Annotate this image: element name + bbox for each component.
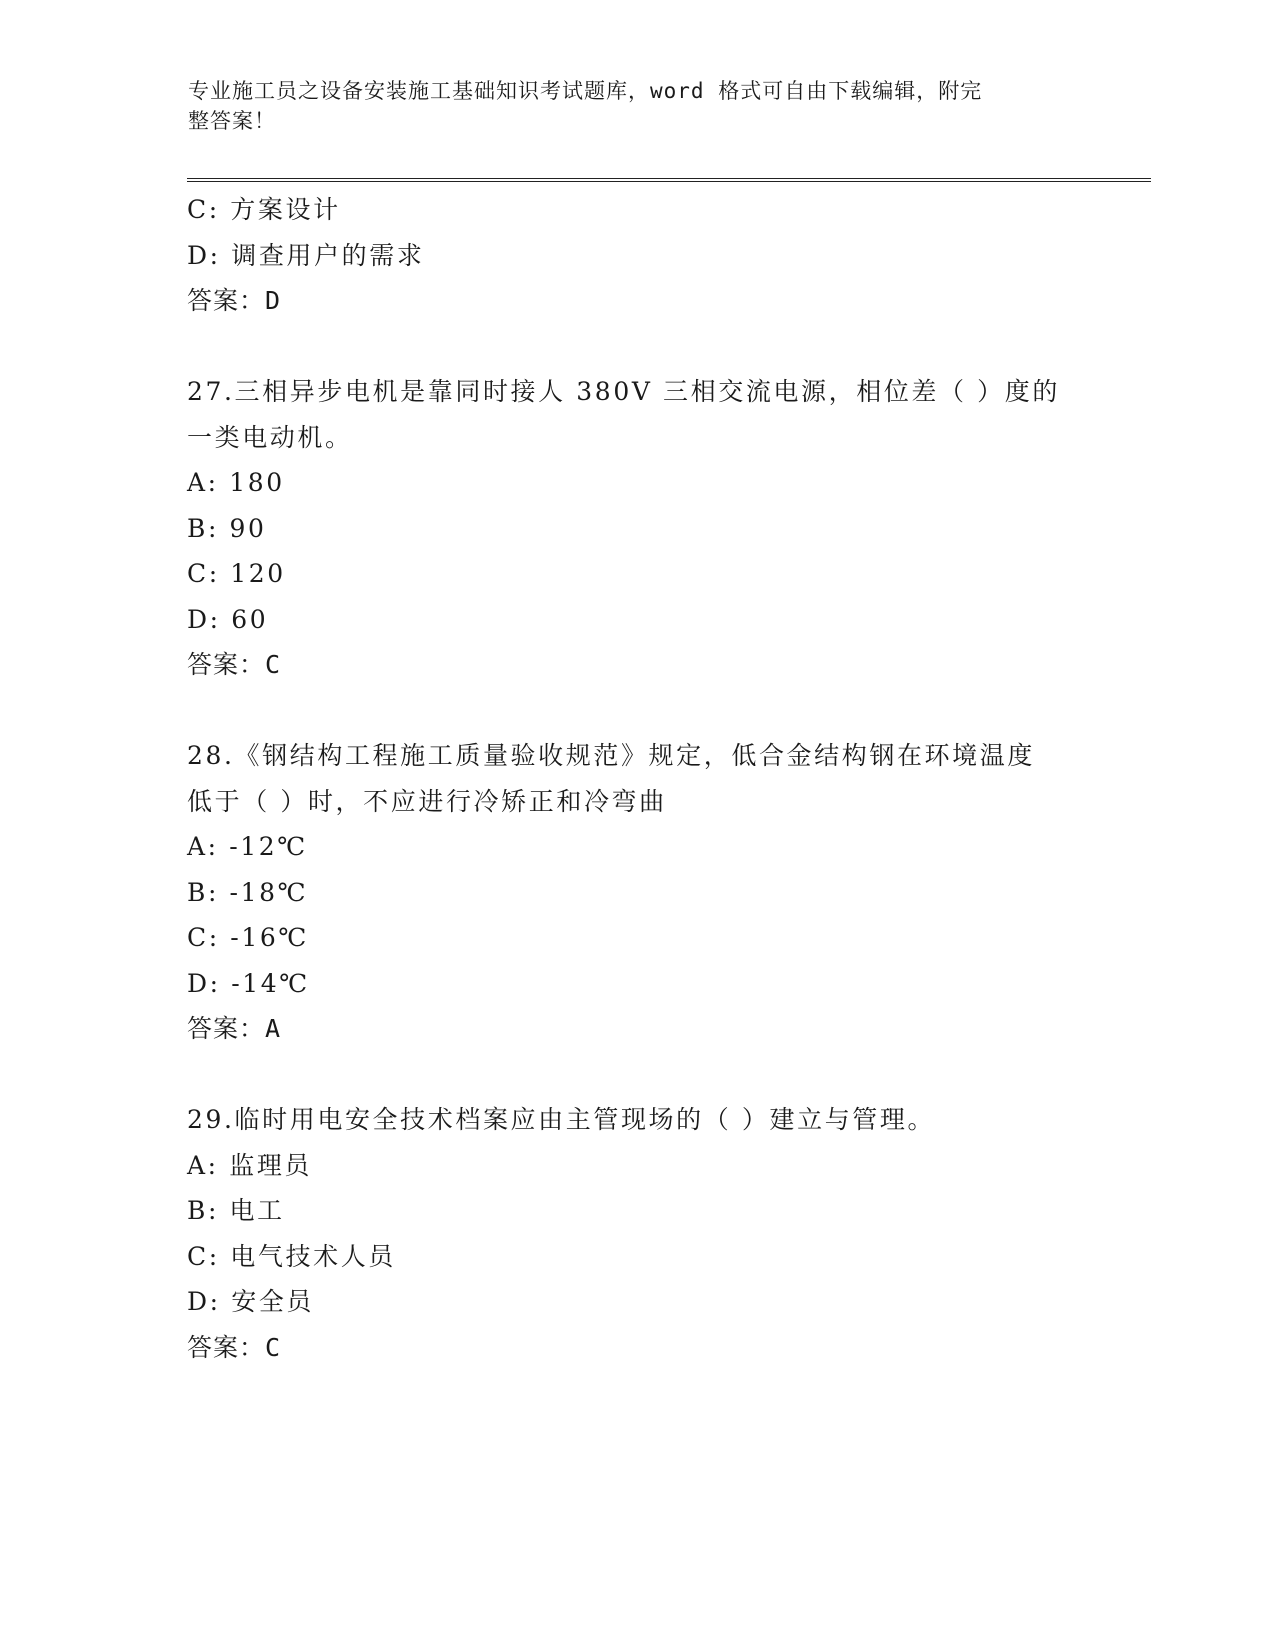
answer: 答案：A [187, 1014, 282, 1043]
option-b: B: 90 [187, 513, 267, 543]
answer: 答案：D [187, 286, 282, 315]
question-stem-continued: 低于（ ）时，不应进行冷矫正和冷弯曲 [187, 786, 667, 816]
option-c: C: 方案设计 [187, 195, 341, 224]
option-c: C: 120 [187, 559, 286, 588]
spacer [187, 1052, 1087, 1098]
page-header [188, 76, 1088, 136]
option-b: B: -18℃ [187, 877, 309, 907]
option-d: D: -14℃ [187, 968, 310, 998]
option-d: D: 调查用户的需求 [187, 240, 425, 270]
answer: 答案：C [187, 650, 282, 679]
header-line-2: 整答案！ [188, 109, 276, 133]
question-27 [187, 369, 1087, 688]
header-double-rule [187, 178, 1151, 182]
question-stem: 28.《钢结构工程施工质量验收规范》规定，低合金结构钢在环境温度 [187, 741, 1035, 770]
option-d: D: 安全员 [187, 1287, 315, 1316]
question-29 [187, 1097, 1087, 1370]
option-d: D: 60 [187, 604, 269, 634]
spacer [187, 688, 1087, 734]
option-a: A: 监理员 [187, 1150, 313, 1180]
question-stem: 27.三相异步电机是靠同时接人 380V 三相交流电源，相位差（ ）度的 [187, 377, 1060, 406]
question-26-tail [187, 187, 1087, 324]
option-c: C: -16℃ [187, 923, 309, 952]
spacer [187, 324, 1087, 370]
header-line-1: 专业施工员之设备安装施工基础知识考试题库，word 格式可自由下载编辑，附完 [188, 79, 983, 103]
answer: 答案：C [187, 1332, 282, 1362]
question-stem: 29.临时用电安全技术档案应由主管现场的（ ）建立与管理。 [187, 1105, 936, 1134]
question-content [187, 187, 1087, 1370]
option-b: B: 电工 [187, 1196, 285, 1225]
question-28 [187, 733, 1087, 1052]
question-stem-continued: 一类电动机。 [187, 422, 353, 452]
option-a: A: 180 [187, 468, 285, 497]
option-a: A: -12℃ [187, 832, 308, 861]
option-c: C: 电气技术人员 [187, 1241, 396, 1271]
